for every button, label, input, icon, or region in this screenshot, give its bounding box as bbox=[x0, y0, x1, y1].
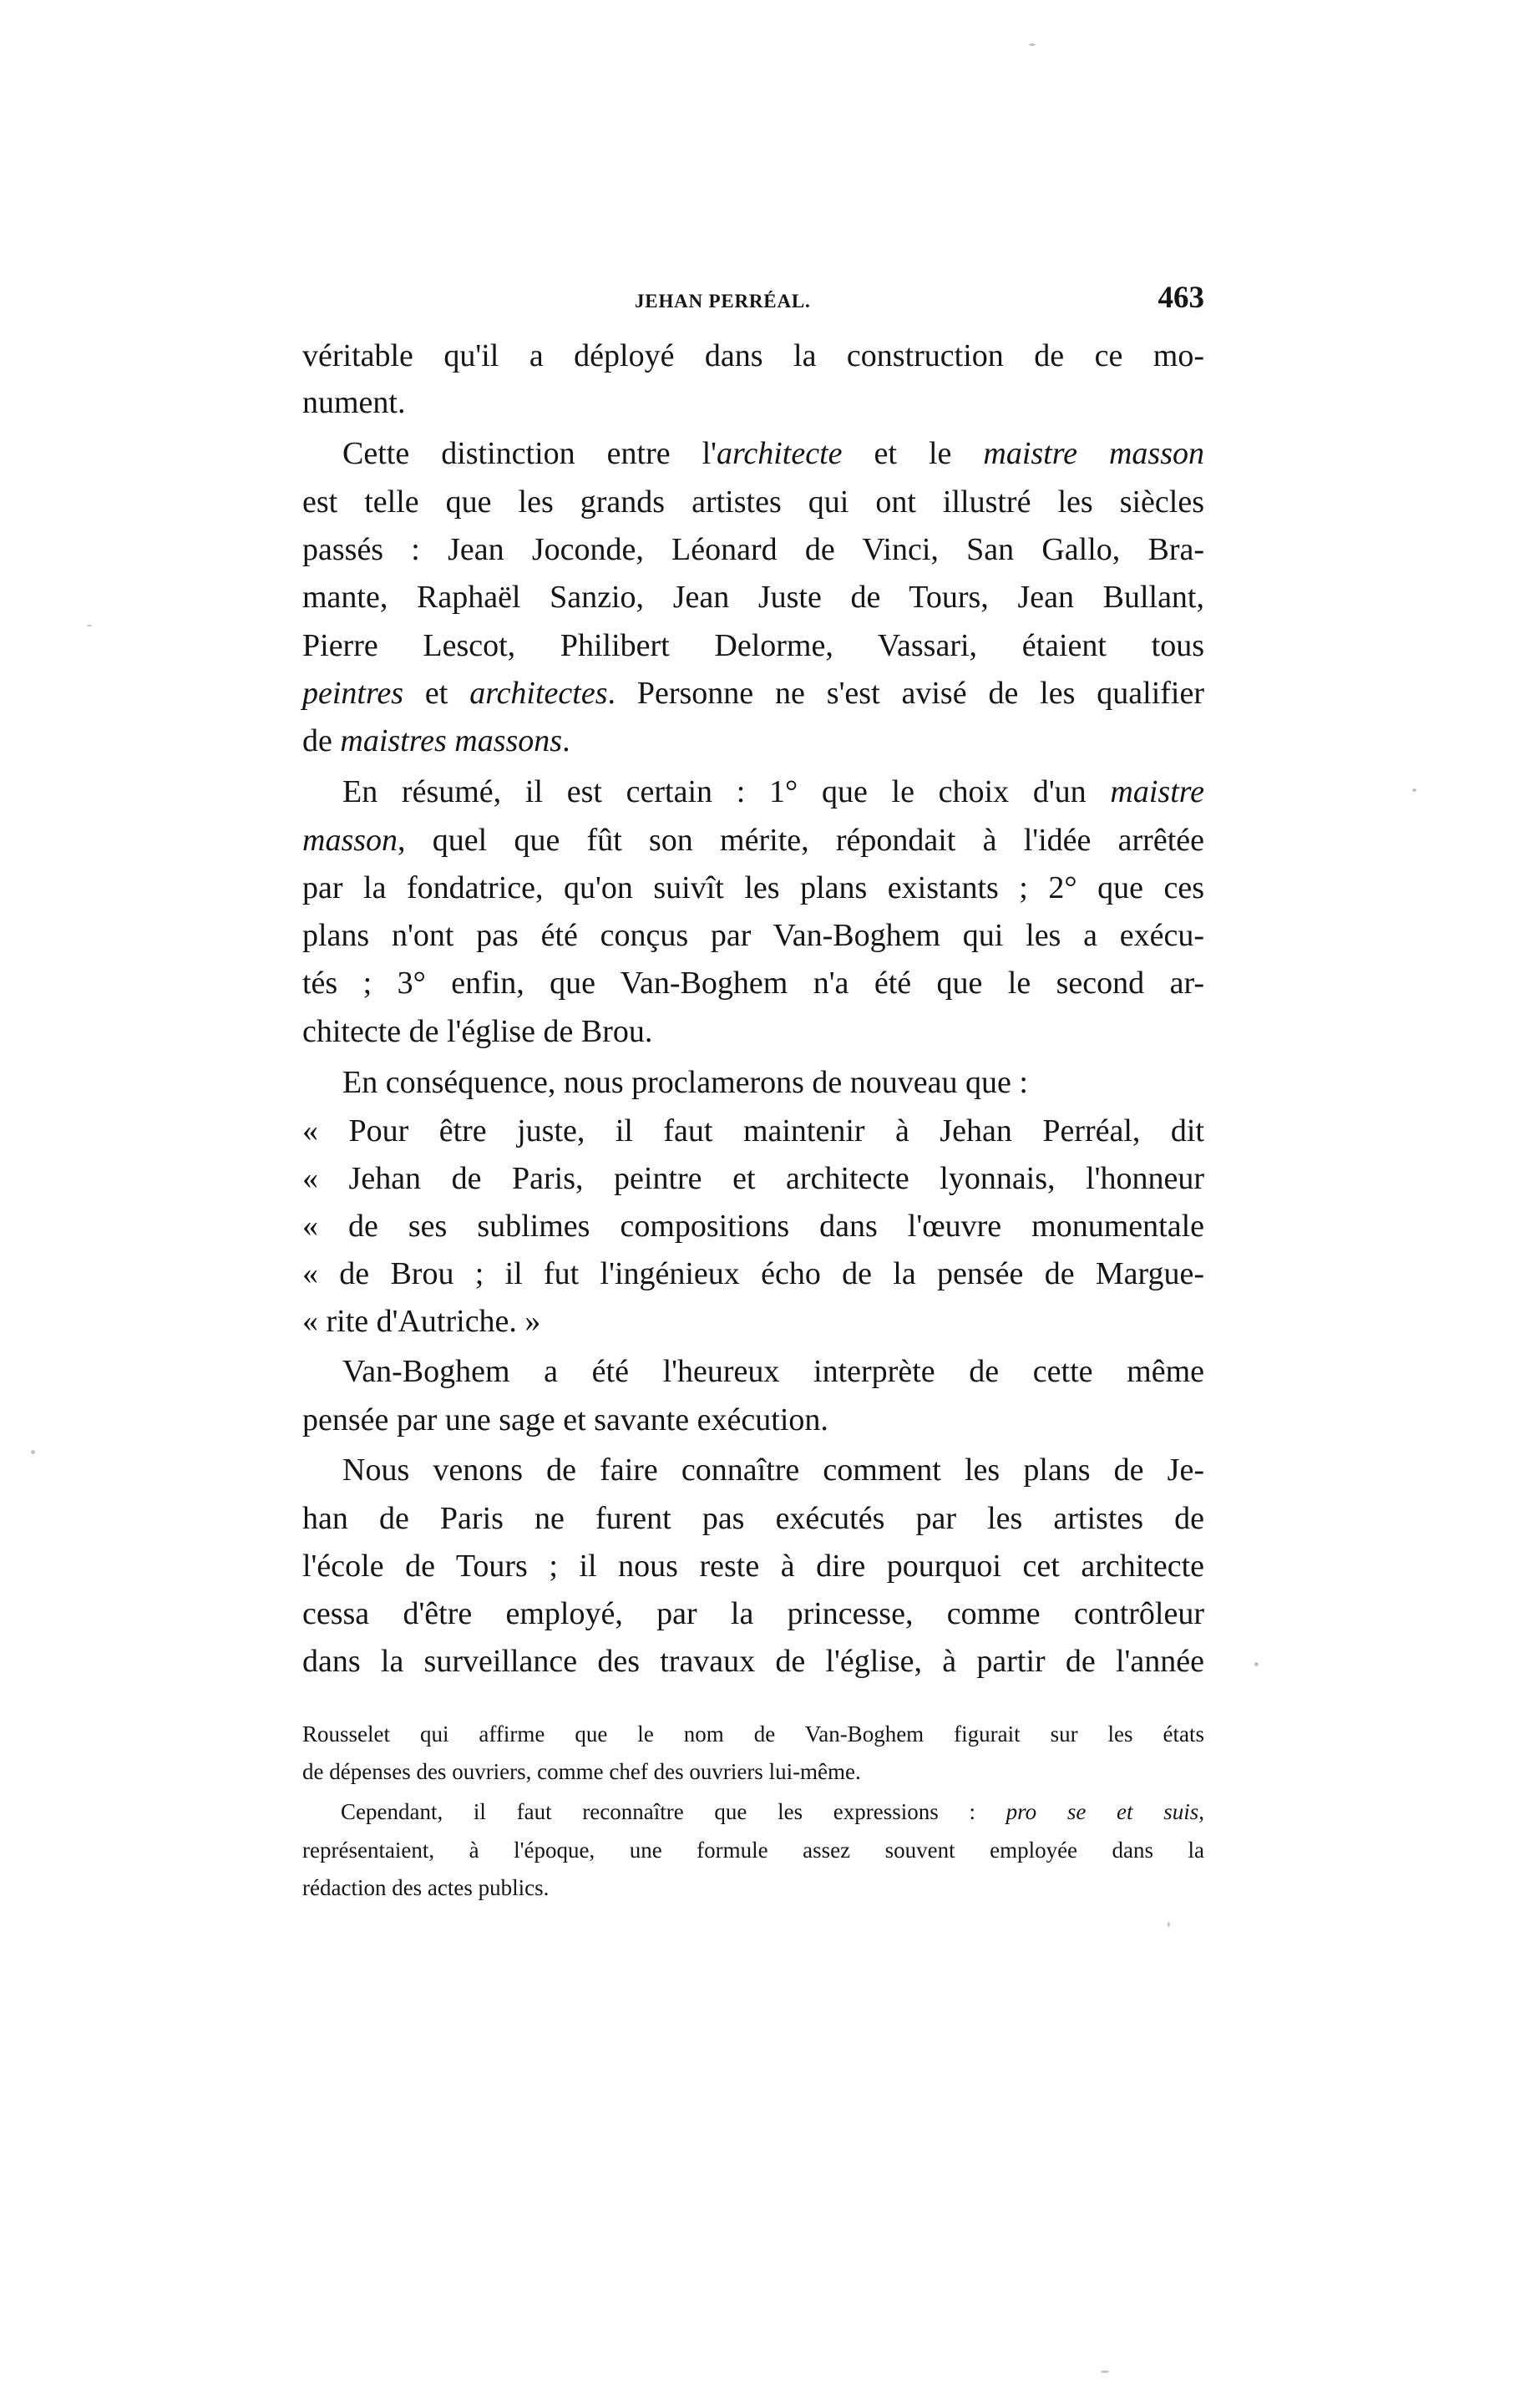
text-line: han de Paris ne furent pas exécutés par les artistes de bbox=[302, 1501, 1204, 1536]
text-span: de bbox=[302, 723, 341, 758]
running-head bbox=[302, 280, 1204, 325]
italic-term: architectes bbox=[469, 676, 608, 711]
print-speck bbox=[1412, 788, 1416, 792]
text-line: plans n'ont pas été conçus par Van-Boghem qui les a exécu- bbox=[302, 918, 1204, 953]
footnote-line: Rousselet qui affirme que le nom de Van-Boghem figurait sur les états bbox=[302, 1721, 1204, 1747]
text-span: En résumé, il est certain : 1° que le choix d'un bbox=[342, 774, 1111, 809]
text-line bbox=[302, 669, 1204, 717]
text-line: « de Brou ; il fut l'ingénieux écho de la pensée de Margue- bbox=[302, 1256, 1204, 1291]
text-line: passés : Jean Joconde, Léonard de Vinci, San Gallo, Bra- bbox=[302, 532, 1204, 567]
running-title: JEHAN PERRÉAL. bbox=[635, 291, 811, 312]
italic-term: masson bbox=[302, 823, 398, 858]
print-speck bbox=[1101, 2370, 1109, 2373]
text-line: dans la surveillance des travaux de l'église, à partir de l'année bbox=[302, 1644, 1204, 1679]
text-line bbox=[302, 816, 1204, 864]
footnote-line: représentaient, à l'époque, une formule assez souvent employée dans la bbox=[302, 1838, 1204, 1863]
text-line: est telle que les grands artistes qui ont illustré les siècles bbox=[302, 484, 1204, 520]
main-text bbox=[302, 332, 1205, 1679]
text-line: par la fondatrice, qu'on suivît les plans existants ; 2° que ces bbox=[302, 870, 1204, 905]
text-line: l'école de Tours ; il nous reste à dire pourquoi cet architecte bbox=[302, 1549, 1204, 1584]
print-speck bbox=[1168, 1922, 1170, 1927]
text-span: , bbox=[1198, 1799, 1204, 1824]
italic-term: maistre bbox=[1110, 774, 1204, 809]
text-span: Cette distinction entre l' bbox=[342, 436, 717, 471]
print-speck bbox=[87, 625, 92, 626]
text-line: chitecte de l'église de Brou. bbox=[302, 1014, 653, 1049]
text-span: , quel que fût son mérite, répondait à l'idée arrêtée bbox=[398, 823, 1204, 858]
text-line: En conséquence, nous proclamerons de nouveau que : bbox=[342, 1065, 1028, 1100]
footnotes bbox=[302, 1715, 1204, 1915]
footnote-line: rédaction des actes publics. bbox=[302, 1875, 550, 1900]
text-line: « de ses sublimes compositions dans l'œuvre monumentale bbox=[302, 1209, 1204, 1244]
italic-term: pro se et suis bbox=[1006, 1799, 1199, 1824]
text-line: « rite d'Autriche. » bbox=[302, 1304, 541, 1339]
italic-term: architecte bbox=[717, 436, 843, 471]
print-speck bbox=[31, 1450, 35, 1454]
print-speck bbox=[1029, 43, 1036, 46]
text-line: tés ; 3° enfin, que Van-Boghem n'a été que le second ar- bbox=[302, 966, 1204, 1001]
italic-term: maistres massons bbox=[340, 723, 563, 758]
text-line: Nous venons de faire connaître comment les plans de Je- bbox=[342, 1453, 1204, 1488]
text-line bbox=[302, 717, 1204, 765]
text-line: « Pour être juste, il faut maintenir à Jehan Perréal, dit bbox=[302, 1113, 1204, 1148]
text-line: Pierre Lescot, Philibert Delorme, Vassari, étaient tous bbox=[302, 628, 1204, 663]
text-line: Van-Boghem a été l'heureux interprète de cette même bbox=[342, 1354, 1204, 1389]
footnote-line: de dépenses des ouvriers, comme chef des ouvriers lui-même. bbox=[302, 1759, 861, 1784]
text-line: mante, Raphaël Sanzio, Jean Juste de Tours, Jean Bullant, bbox=[302, 580, 1204, 615]
text-span: . bbox=[562, 723, 570, 758]
text-span: . Personne ne s'est avisé de les qualifier bbox=[607, 676, 1204, 711]
text-line: « Jehan de Paris, peintre et architecte lyonnais, l'honneur bbox=[302, 1161, 1204, 1196]
text-line bbox=[302, 768, 1204, 816]
text-line bbox=[302, 429, 1204, 478]
footnote-line bbox=[302, 1792, 1204, 1831]
page-number: 463 bbox=[1158, 281, 1204, 315]
text-line: pensée par une sage et savante exécution. bbox=[302, 1402, 828, 1437]
italic-term: maistre masson bbox=[983, 436, 1205, 471]
text-line: nument. bbox=[302, 385, 406, 420]
text-line: cessa d'être employé, par la princesse, comme contrôleur bbox=[302, 1596, 1204, 1631]
text-span: Cependant, il faut reconnaître que les expressions : bbox=[341, 1799, 1006, 1824]
text-span: et bbox=[403, 676, 470, 711]
print-speck bbox=[1254, 1662, 1259, 1666]
italic-term: peintres bbox=[302, 676, 404, 711]
text-span: et le bbox=[842, 436, 984, 471]
text-line: véritable qu'il a déployé dans la construction de ce mo- bbox=[302, 338, 1204, 373]
